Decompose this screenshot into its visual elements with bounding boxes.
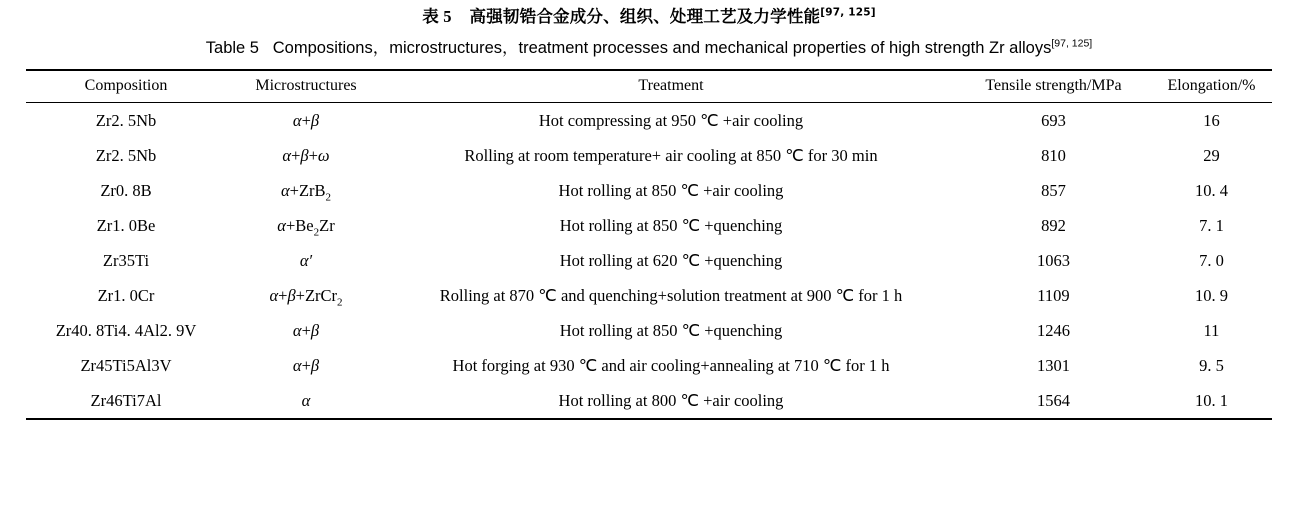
cell-elongation: 11: [1203, 320, 1220, 340]
cell-elongation: 10. 4: [1195, 180, 1228, 200]
table-body: [26, 103, 1272, 418]
cell-tensile-strength: 892: [1041, 215, 1066, 235]
column-header-composition: Composition: [84, 77, 168, 94]
table-bottom-rule: [26, 418, 1272, 420]
cell-elongation: 10. 1: [1195, 390, 1228, 410]
cell-treatment: Hot forging at 930 ℃ and air cooling+annealing at 710 ℃ for 1 h: [452, 355, 890, 375]
cell-treatment: Rolling at 870 ℃ and quenching+solution treatment at 900 ℃ for 1 h: [439, 285, 903, 305]
cell-tensile-strength: 1301: [1037, 355, 1070, 375]
column-header-tensile-strength: Tensile strength/MPa: [985, 77, 1122, 94]
column-header-treatment: Treatment: [638, 77, 704, 94]
cell-microstructure: α+β: [292, 355, 320, 375]
alloy-properties-table: [26, 71, 1272, 102]
caption-chinese-reference: [97, 125]: [820, 6, 876, 19]
cell-elongation: 10. 9: [1195, 285, 1228, 305]
cell-microstructure: α+β+ZrCr$_2$: [269, 285, 343, 308]
cell-tensile-strength: 1063: [1037, 250, 1070, 270]
caption-english-label: Table 5: [205, 39, 259, 57]
cell-treatment: Hot rolling at 850 ℃ +quenching: [559, 215, 783, 235]
cell-tensile-strength: 857: [1041, 180, 1066, 200]
cell-microstructure: α′: [299, 250, 313, 270]
cell-treatment: Hot rolling at 620 ℃ +quenching: [559, 250, 783, 270]
table-row: [26, 103, 1272, 138]
cell-tensile-strength: 1564: [1037, 390, 1070, 410]
cell-microstructure: α+β: [292, 110, 320, 130]
cell-composition: Zr45Ti5Al3V: [80, 355, 172, 375]
cell-microstructure: $\alpha+Be_2Zr$: [277, 215, 335, 238]
cell-composition: Zr2. 5Nb: [95, 145, 157, 165]
column-header-elongation: Elongation/%: [1167, 77, 1256, 94]
cell-microstructure: α+β: [292, 320, 320, 340]
cell-composition: Zr2. 5Nb: [95, 110, 157, 130]
cell-treatment: Hot compressing at 950 ℃ +air cooling: [538, 110, 804, 130]
cell-tensile-strength: 1246: [1037, 320, 1070, 340]
table-row: [26, 278, 1272, 313]
table-row: [26, 243, 1272, 278]
cell-microstructure: α+ZrB$_2$: [280, 180, 332, 203]
cell-microstructure: α: [301, 390, 311, 410]
column-header-microstructures: Microstructures: [255, 77, 357, 94]
cell-composition: Zr46Ti7Al: [90, 390, 162, 410]
table-row: [26, 138, 1272, 173]
cell-elongation: 9. 5: [1199, 355, 1224, 375]
caption-chinese-label: 表 5: [422, 7, 452, 26]
cell-elongation: 16: [1203, 110, 1220, 130]
cell-treatment: Hot rolling at 850 ℃ +quenching: [559, 320, 783, 340]
caption-english: [26, 28, 1272, 59]
cell-microstructure: α+β+ω: [282, 145, 330, 165]
cell-tensile-strength: 1109: [1037, 285, 1070, 305]
cell-composition: Zr1. 0Cr: [97, 285, 155, 305]
table-row: [26, 383, 1272, 418]
alloy-properties-body: [26, 103, 1272, 418]
caption-chinese: [26, 0, 1272, 28]
cell-composition: Zr40. 8Ti4. 4Al2. 9V: [55, 320, 197, 340]
table-row: [26, 313, 1272, 348]
cell-elongation: 7. 1: [1199, 215, 1224, 235]
cell-composition: Zr0. 8B: [100, 180, 152, 200]
table-header: [26, 71, 1272, 102]
caption-english-reference: [97, 125]: [1051, 37, 1093, 50]
caption-chinese-title: 高强韧锆合金成分、组织、处理工艺及力学性能: [469, 7, 821, 26]
cell-treatment: Hot rolling at 800 ℃ +air cooling: [558, 390, 784, 410]
cell-tensile-strength: 693: [1041, 110, 1066, 130]
table-row: [26, 348, 1272, 383]
table-row: [26, 208, 1272, 243]
cell-elongation: 7. 0: [1199, 250, 1224, 270]
cell-treatment: Hot rolling at 850 ℃ +air cooling: [558, 180, 784, 200]
cell-elongation: 29: [1203, 145, 1220, 165]
cell-tensile-strength: 810: [1041, 145, 1066, 165]
table-header-row: [26, 71, 1272, 102]
caption-english-title: Compositions，microstructures，treatment processes and mechanical properties of high strength Zr alloys: [272, 39, 1052, 57]
cell-treatment: Rolling at room temperature+ air cooling at 850 ℃ for 30 min: [464, 145, 878, 165]
table-row: [26, 173, 1272, 208]
cell-composition: Zr35Ti: [102, 250, 150, 270]
cell-composition: Zr1. 0Be: [96, 215, 156, 235]
